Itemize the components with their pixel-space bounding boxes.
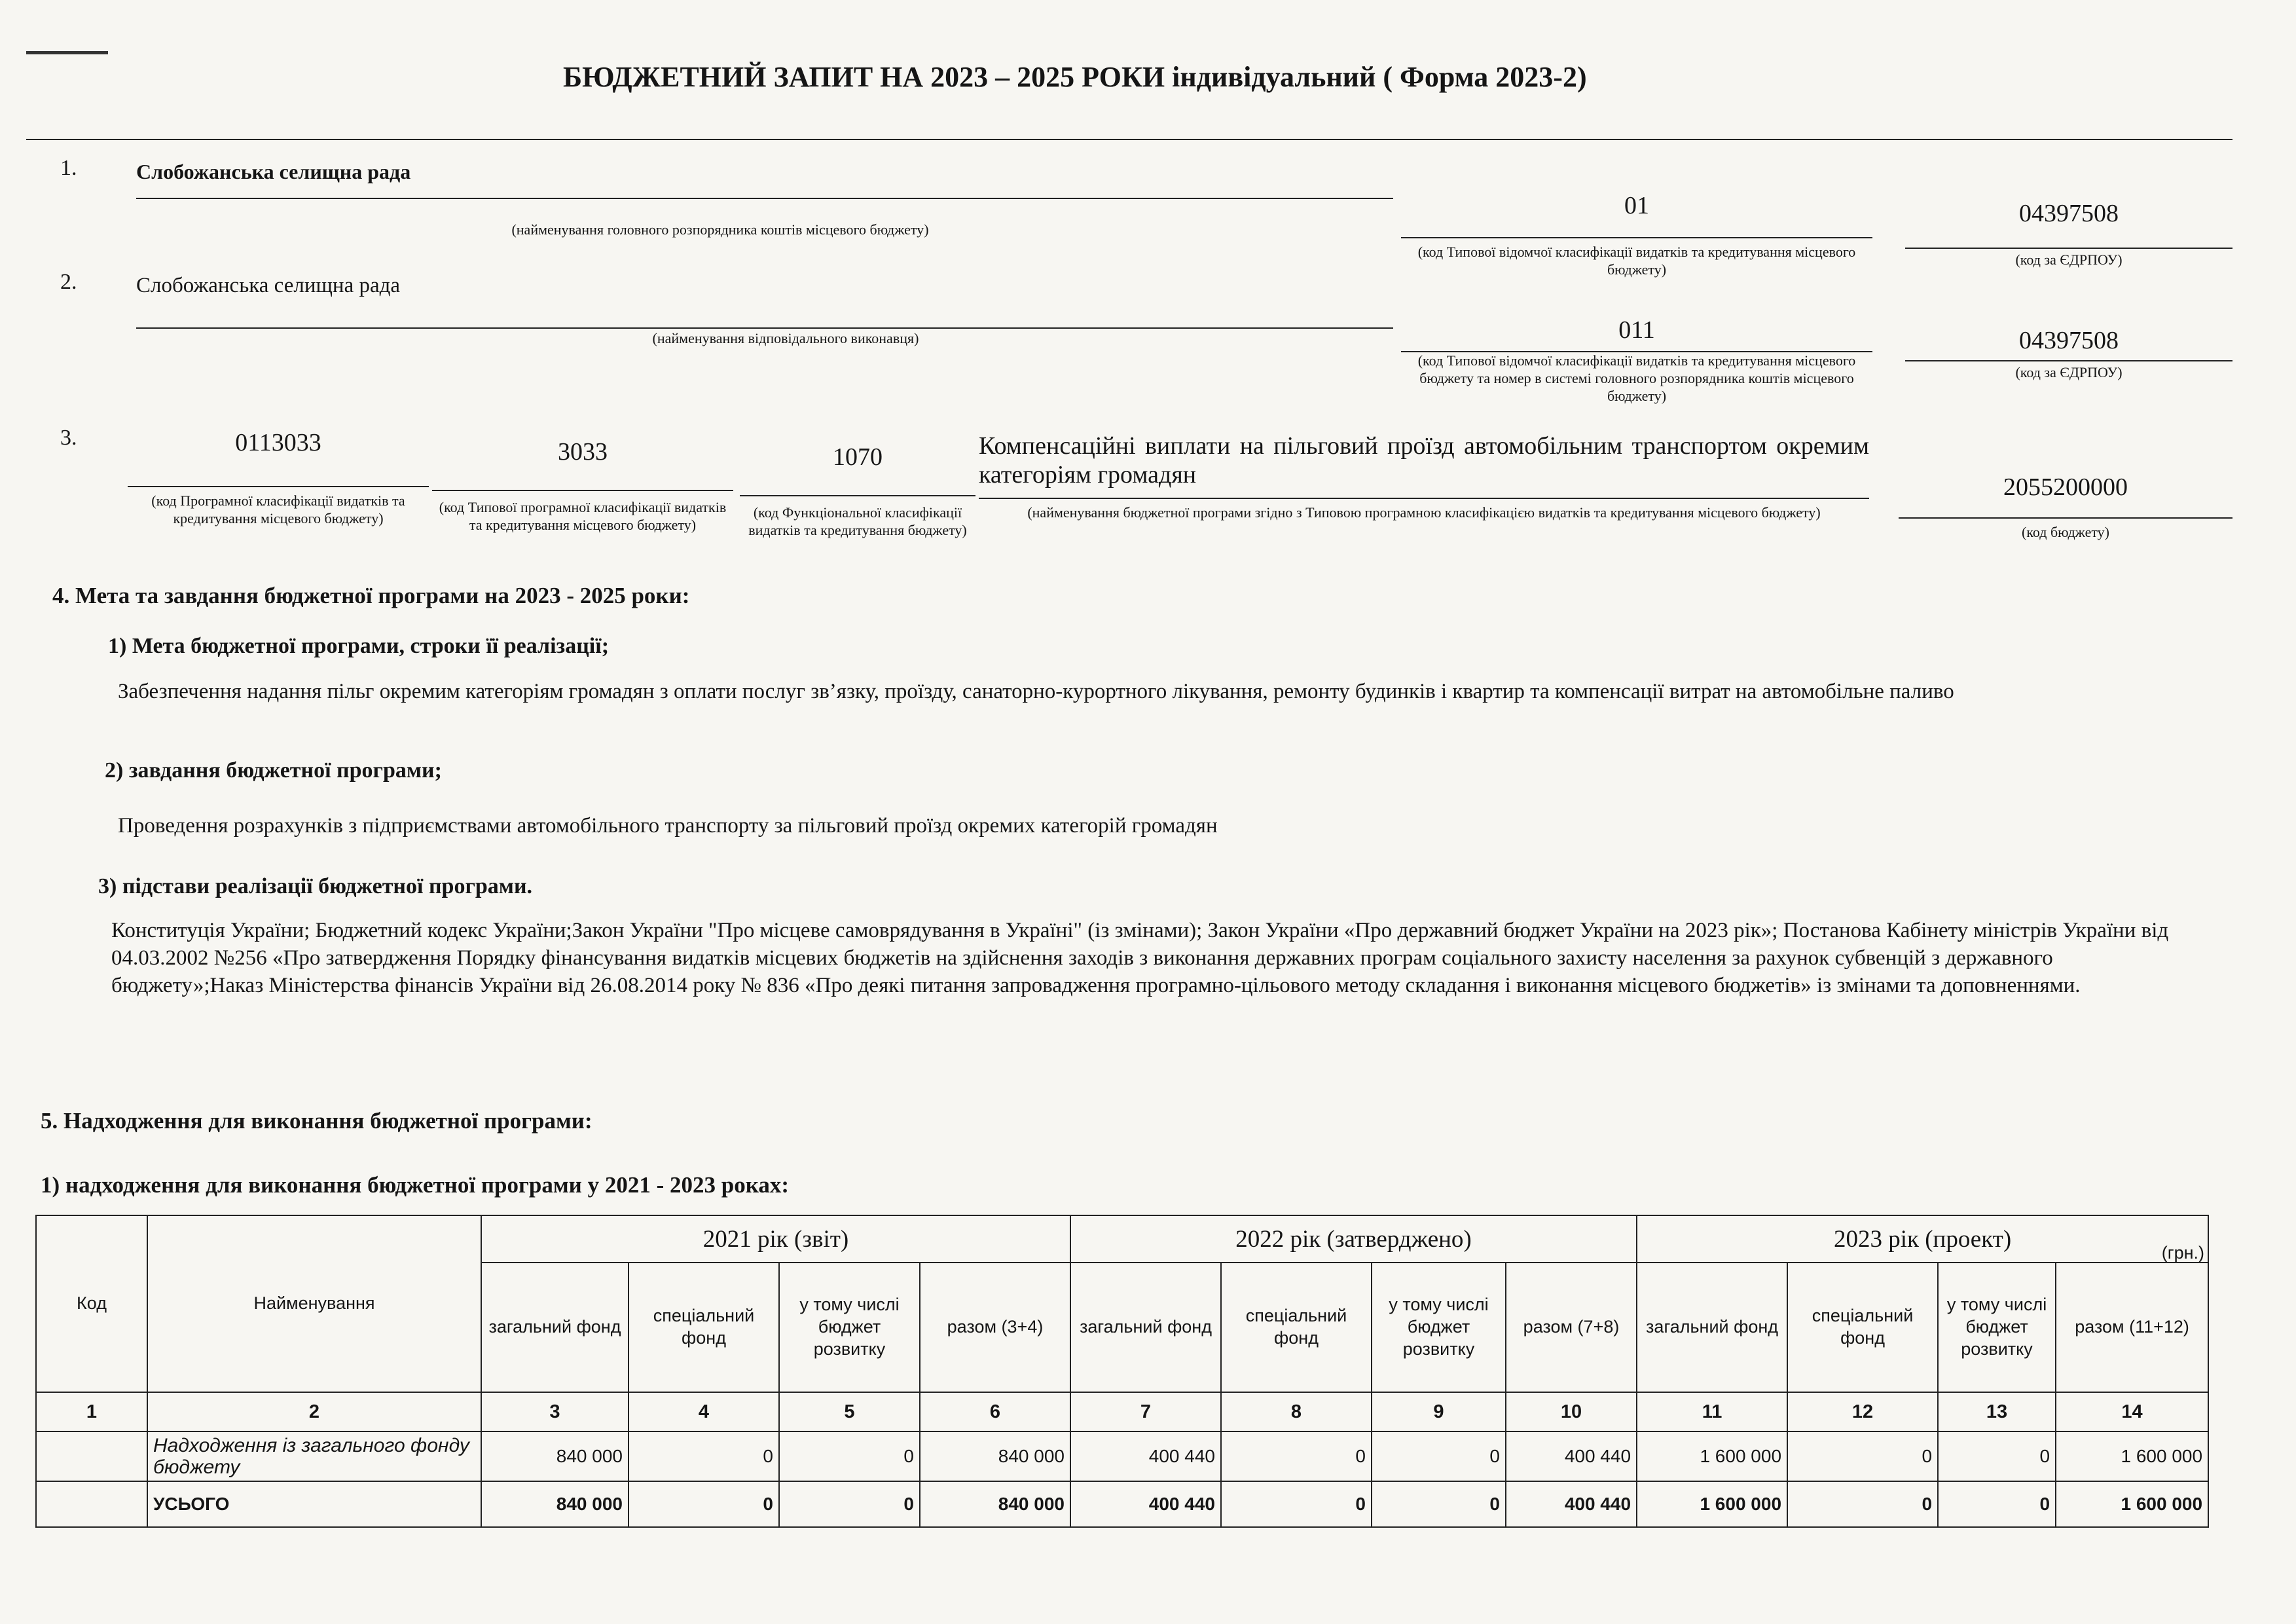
row-value: 0	[1787, 1481, 1938, 1527]
program-code-line	[128, 486, 429, 487]
index-cell: 4	[629, 1392, 779, 1431]
index-cell: 11	[1637, 1392, 1787, 1431]
section-2-number: 2.	[60, 270, 77, 294]
section-4-heading: 4. Мета та завдання бюджетної програми на 2023 - 2025 роки:	[52, 583, 690, 608]
basis-text: Конституція України; Бюджетний кодекс України;Закон України "Про місцеве самоврядування в Україні" (із змінами); Закон України «Про державний бюджет України на 2023 рік»; Постанова Кабінету міністрів України від 04.03.2002 №256 «Про затвердження Порядку фінансування видатків місцевих бюджетів на здійснення заходів з виконання державних програм соціального захисту населення за рахунок субвенцій з державного бюджету»;Наказ Міністерства фінансів України від 26.08.2014 року № 836 «Про деякі питання запровадження програмно-цільового методу складання і виконання місцевого бюджетів» із змінами та доповненнями.	[111, 919, 2169, 998]
section-3-number: 3.	[60, 426, 77, 450]
budget-code: 2055200000	[2003, 473, 2128, 501]
row-value: 0	[629, 1431, 779, 1481]
section-2-edrpou-line	[1905, 360, 2232, 361]
row-name: Надходження із загального фонду бюджету	[147, 1431, 481, 1481]
index-cell: 7	[1070, 1392, 1221, 1431]
section-1-code-line	[1401, 237, 1872, 238]
header-dev-budget: у тому числі бюджет розвитку	[1372, 1263, 1506, 1392]
index-cell: 2	[147, 1392, 481, 1431]
section-5-subheading: 1) надходження для виконання бюджетної програми у 2021 - 2023 роках:	[41, 1172, 789, 1198]
section-1-number: 1.	[60, 156, 77, 180]
row-value: 400 440	[1506, 1481, 1637, 1527]
table-index-row	[36, 1392, 2208, 1431]
typical-code-line	[432, 490, 733, 491]
tasks-heading: 2) завдання бюджетної програми;	[105, 758, 442, 783]
goal-heading: 1) Мета бюджетної програми, строки її реалізації;	[108, 634, 610, 658]
header-special-fund: спеціальний фонд	[1221, 1263, 1372, 1392]
section-1-edrpou-line	[1905, 248, 2232, 249]
section-5-heading: 5. Надходження для виконання бюджетної програми:	[41, 1108, 592, 1134]
header-sum: разом (11+12)	[2056, 1263, 2208, 1392]
header-general-fund: загальний фонд	[481, 1263, 629, 1392]
index-cell: 12	[1787, 1392, 1938, 1431]
row-value: 0	[1372, 1431, 1506, 1481]
row-value: 0	[1787, 1431, 1938, 1481]
section-2-edrpou-caption: (код за ЄДРПОУ)	[2015, 364, 2123, 380]
row-value: 0	[1938, 1481, 2056, 1527]
header-general-fund: загальний фонд	[1637, 1263, 1787, 1392]
section-1-code: 01	[1624, 192, 1649, 219]
row-value: 400 440	[1070, 1431, 1221, 1481]
row-value: 1 600 000	[1637, 1481, 1787, 1527]
row-value: 840 000	[481, 1481, 629, 1527]
tasks-text: Проведення розрахунків з підприємствами автомобільного транспорту за пільговий проїзд окремих категорій громадян	[118, 814, 1218, 838]
header-year-2022: 2022 рік (затверджено)	[1070, 1215, 1637, 1263]
basis-heading: 3) підстави реалізації бюджетної програми.	[98, 874, 533, 898]
row-value: 0	[1221, 1431, 1372, 1481]
row-value: 1 600 000	[2056, 1481, 2208, 1527]
row-value: 1 600 000	[1637, 1431, 1787, 1481]
row-value: 400 440	[1506, 1431, 1637, 1481]
program-code: 0113033	[235, 429, 321, 456]
functional-code: 1070	[833, 443, 883, 471]
index-cell: 9	[1372, 1392, 1506, 1431]
section-2-name-caption: (найменування відповідального виконавця)	[652, 330, 919, 346]
program-name-line	[979, 498, 1869, 499]
goal-text: Забезпечення надання пільг окремим категоріям громадян з оплати послуг зв’язку, проїзду, санаторно-курортного лікування, ремонту будинків і квартир та компенсації витрат на автомобільне паливо	[118, 680, 1954, 703]
title-underline	[26, 139, 2232, 140]
revenue-table	[35, 1215, 2209, 1528]
index-cell: 14	[2056, 1392, 2208, 1431]
program-name-caption: (найменування бюджетної програми згідно з Типовою програмною класифікацією видатків та кредитування місцевого бюджету)	[1027, 504, 1821, 521]
budget-code-line	[1899, 517, 2232, 519]
program-code-caption: (код Програмної класифікації видатків та кредитування місцевого бюджету)	[151, 492, 405, 526]
row-name: УСЬОГО	[147, 1481, 481, 1527]
header-special-fund: спеціальний фонд	[1787, 1263, 1938, 1392]
header-special-fund: спеціальний фонд	[629, 1263, 779, 1392]
header-name: Найменування	[147, 1215, 481, 1392]
row-value: 0	[779, 1481, 920, 1527]
row-value: 1 600 000	[2056, 1431, 2208, 1481]
header-general-fund: загальний фонд	[1070, 1263, 1221, 1392]
row-value: 840 000	[920, 1481, 1070, 1527]
section-1-name-line	[136, 198, 1393, 199]
currency-unit: (грн.)	[2161, 1243, 2204, 1263]
budget-code-caption: (код бюджету)	[2022, 524, 2109, 540]
index-cell: 5	[779, 1392, 920, 1431]
row-value: 840 000	[481, 1431, 629, 1481]
section-2-code-caption: (код Типової відомчої класифікації видатків та кредитування місцевого бюджету та номер в системі головного розпорядника коштів місцевого бюджету)	[1417, 352, 1856, 404]
row-value: 0	[779, 1431, 920, 1481]
index-cell: 13	[1938, 1392, 2056, 1431]
header-year-2021: 2021 рік (звіт)	[481, 1215, 1070, 1263]
row-code	[36, 1481, 147, 1527]
table-total-row	[36, 1481, 2208, 1527]
header-dev-budget: у тому числі бюджет розвитку	[779, 1263, 920, 1392]
section-2-name-line	[136, 327, 1393, 329]
index-cell: 3	[481, 1392, 629, 1431]
table-row	[36, 1431, 2208, 1481]
functional-code-caption: (код Функціональної класифікації видатків та кредитування бюджету)	[748, 504, 967, 538]
section-2-name: Слобожанська селищна рада	[136, 274, 401, 297]
row-value: 0	[1221, 1481, 1372, 1527]
row-value: 400 440	[1070, 1481, 1221, 1527]
program-name: Компенсаційні виплати на пільговий проїзд автомобільним транспортом окремим категоріям громадян	[979, 432, 1869, 489]
header-dev-budget: у тому числі бюджет розвитку	[1938, 1263, 2056, 1392]
typical-code: 3033	[558, 438, 608, 466]
row-value: 0	[1372, 1481, 1506, 1527]
row-value: 0	[1938, 1431, 2056, 1481]
header-code: Код	[36, 1215, 147, 1392]
row-value: 0	[629, 1481, 779, 1527]
section-1-name: Слобожанська селищна рада	[136, 160, 411, 183]
table-header-years	[36, 1215, 2208, 1263]
functional-code-line	[740, 495, 975, 496]
index-cell: 8	[1221, 1392, 1372, 1431]
section-1-edrpou-caption: (код за ЄДРПОУ)	[2015, 251, 2123, 268]
header-year-2023: 2023 рік (проект)	[1637, 1215, 2208, 1263]
row-value: 840 000	[920, 1431, 1070, 1481]
index-cell: 6	[920, 1392, 1070, 1431]
section-2-code: 011	[1618, 316, 1655, 344]
header-sum: разом (3+4)	[920, 1263, 1070, 1392]
section-2-edrpou: 04397508	[2019, 327, 2119, 354]
index-cell: 10	[1506, 1392, 1637, 1431]
section-1-code-caption: (код Типової відомчої класифікації видатків та кредитування місцевого бюджету)	[1417, 244, 1856, 278]
typical-code-caption: (код Типової програмної класифікації видатків та кредитування місцевого бюджету)	[439, 499, 727, 533]
section-1-name-caption: (найменування головного розпорядника коштів місцевого бюджету)	[511, 221, 929, 238]
row-code	[36, 1431, 147, 1481]
index-cell: 1	[36, 1392, 147, 1431]
section-1-edrpou: 04397508	[2019, 200, 2119, 227]
corner-mark	[26, 51, 108, 54]
header-sum: разом (7+8)	[1506, 1263, 1637, 1392]
page-title: БЮДЖЕТНИЙ ЗАПИТ НА 2023 – 2025 РОКИ індивідуальний ( Форма 2023-2)	[563, 61, 1587, 93]
